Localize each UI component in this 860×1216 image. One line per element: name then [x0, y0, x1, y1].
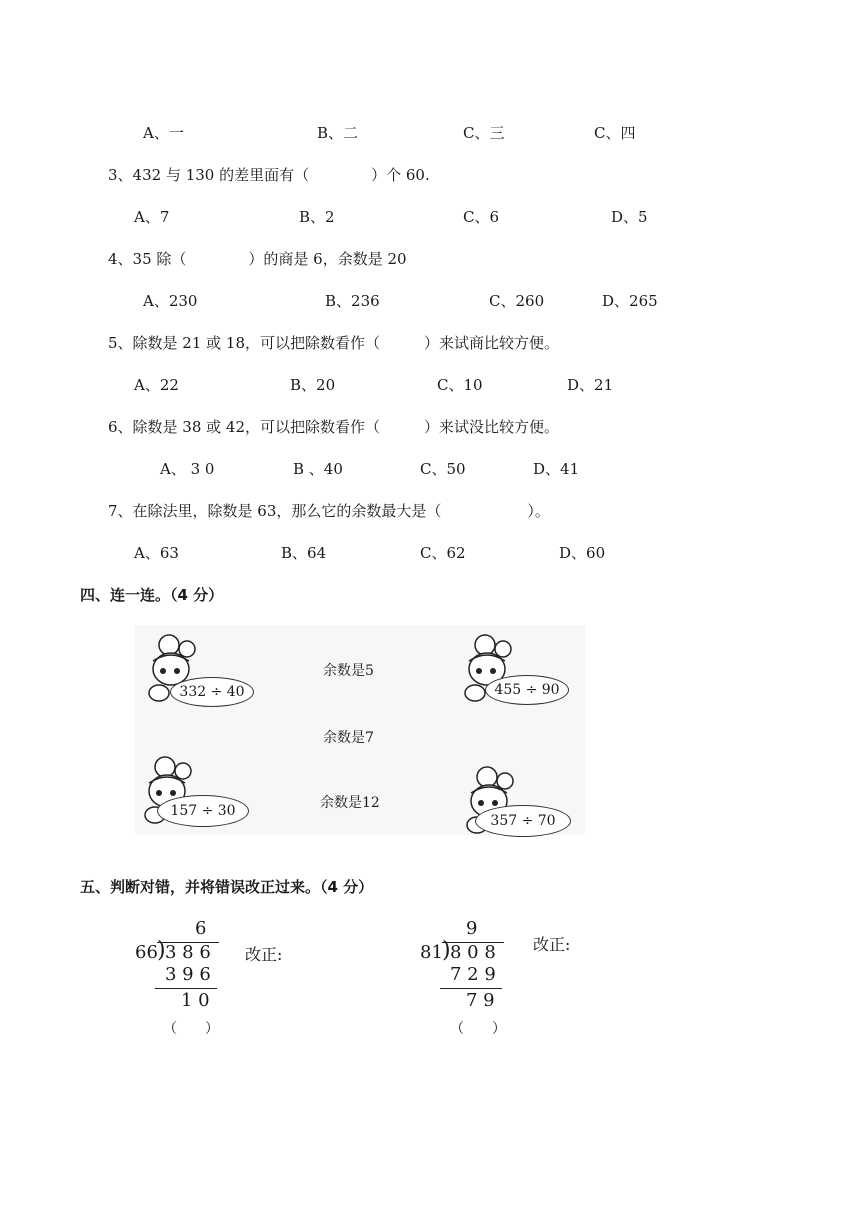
question-3-text: 3、432 与 130 的差里面有（ [108, 166, 310, 184]
remainder-12: 余数是12 [320, 795, 380, 811]
question-6-text: 6、除数是 38 或 42，可以把除数看作（ [108, 418, 381, 436]
q3-option-d: D、5 [611, 208, 648, 226]
expression-157-div-30: 157 ÷ 30 [157, 795, 249, 827]
question-5 [108, 332, 559, 353]
remainder-5: 余数是5 [323, 663, 374, 679]
dividend: 3 8 6 [165, 942, 211, 963]
matching-panel [135, 625, 585, 835]
q2-option-c: C、三 [463, 124, 505, 142]
q7-option-c: C、62 [420, 544, 466, 562]
q7-option-b: B、64 [281, 544, 327, 562]
q2-option-a: A、一 [143, 124, 184, 142]
question-7 [108, 500, 550, 521]
question-4-text-end: ）的商是 6，余数是 20 [248, 250, 407, 268]
q6-option-d: D、41 [533, 460, 580, 478]
q3-option-b: B、2 [299, 208, 335, 226]
long-division-2: 9 81 ) 8 0 8 7 2 9 7 9 （ ） [420, 918, 506, 1037]
product: 7 2 9 [450, 964, 496, 985]
remainder: 1 0 [181, 990, 210, 1011]
remainder: 7 9 [466, 990, 495, 1011]
divisor: 81 [420, 942, 443, 963]
q4-option-d: D、265 [602, 292, 658, 310]
question-7-text: 7、在除法里，除数是 63，那么它的余数最大是（ [108, 502, 442, 520]
q6-option-c: C、50 [420, 460, 466, 478]
question-3-text-end: ）个 60. [371, 166, 430, 184]
question-7-text-end: ）。 [527, 502, 550, 520]
expression-455-div-90: 455 ÷ 90 [485, 675, 569, 705]
dividend: 8 0 8 [450, 942, 496, 963]
expression-332-div-40: 332 ÷ 40 [170, 677, 254, 707]
question-4 [108, 248, 407, 269]
question-3 [108, 164, 430, 185]
q5-option-b: B、20 [290, 376, 336, 394]
remainder-7: 余数是7 [323, 730, 374, 746]
quotient: 6 [195, 918, 207, 939]
q2-option-d: C、四 [594, 124, 636, 142]
correction-label: 改正: [533, 935, 571, 954]
q6-option-b: B 、40 [293, 460, 343, 478]
q6-option-a: A、 3 0 [160, 460, 215, 478]
divisor: 66 [135, 942, 158, 963]
judge-blank[interactable]: （ ） [163, 1021, 219, 1037]
correction-label: 改正: [245, 945, 283, 964]
section-4-heading: 四、连一连。（4 分） [80, 586, 224, 604]
long-division-1: 6 66 ) 3 8 6 3 9 6 1 0 （ ） [135, 918, 219, 1037]
q5-option-c: C、10 [437, 376, 483, 394]
q5-option-d: D、21 [567, 376, 614, 394]
q7-option-a: A、63 [134, 544, 179, 562]
judge-blank[interactable]: （ ） [450, 1021, 506, 1037]
q5-option-a: A、22 [134, 376, 179, 394]
question-6-text-end: ）来试没比较方便。 [424, 418, 560, 436]
question-5-text: 5、除数是 21 或 18，可以把除数看作（ [108, 334, 381, 352]
question-6 [108, 416, 559, 437]
expression-357-div-70: 357 ÷ 70 [475, 805, 571, 837]
quotient: 9 [466, 918, 478, 939]
q3-option-a: A、7 [134, 208, 170, 226]
product: 3 9 6 [165, 964, 211, 985]
section-5-heading: 五、判断对错，并将错误改正过来。（4 分） [80, 878, 374, 896]
q2-option-b: B、二 [317, 124, 359, 142]
q4-option-a: A、230 [143, 292, 198, 310]
q3-option-c: C、6 [463, 208, 500, 226]
question-4-text: 4、35 除（ [108, 250, 187, 268]
q7-option-d: D、60 [559, 544, 606, 562]
q4-option-b: B、236 [325, 292, 380, 310]
q4-option-c: C、260 [489, 292, 545, 310]
question-5-text-end: ）来试商比较方便。 [424, 334, 560, 352]
